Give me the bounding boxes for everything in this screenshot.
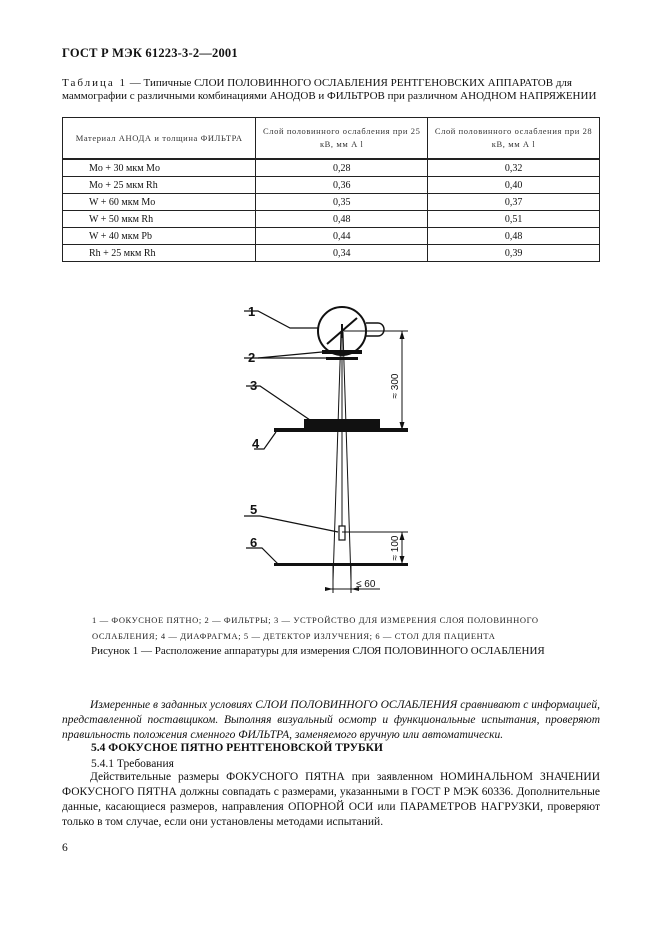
figure-caption: Рисунок 1 — Расположение аппаратуры для измерения СЛОЯ ПОЛОВИННОГО ОСЛАБЛЕНИЯ xyxy=(91,645,545,657)
leader-line-6 xyxy=(246,548,278,564)
table-row xyxy=(63,211,600,228)
leader-line-5 xyxy=(244,516,338,532)
table-caption xyxy=(62,77,602,103)
table-header-row xyxy=(63,118,600,160)
table-cell: 0,35 xyxy=(256,194,428,211)
table-cell: 0,34 xyxy=(256,245,428,262)
table-caption-text: — Типичные СЛОИ ПОЛОВИННОГО ОСЛАБЛЕНИЯ РЕНТГЕНОВСКИХ АППАРАТОВ для маммографии с различными комбинациями АНОДОВ и ФИЛЬТРОВ при различном АНОДНОМ НАПРЯЖЕНИИ xyxy=(62,77,597,102)
table-cell: 0,37 xyxy=(428,194,600,211)
table-cell: 0,36 xyxy=(256,177,428,194)
dimension-label-300: ≈ 300 xyxy=(390,373,401,399)
diaphragm-plate xyxy=(274,428,408,432)
figure-label-2: 2 xyxy=(248,350,256,365)
leader-line-2a xyxy=(244,352,322,358)
figure-label-4: 4 xyxy=(252,436,260,451)
page-number: 6 xyxy=(62,842,68,854)
figure-label-6: 6 xyxy=(250,535,258,550)
table-row xyxy=(63,245,600,262)
body-paragraph: Действительные размеры ФОКУСНОГО ПЯТНА при заявленном НОМИНАЛЬНОМ ЗНАЧЕНИИ ФОКУСНОГО ПЯТНА должны совпадать с размерами, указанными в ГОСТ Р МЭК 60336. Дополнительные данные, касающиеся размеров, направления ОПОРНОЙ ОСИ или ПАРАМЕТРОВ НАГРУЗКИ, проверяют только в том случае, если они установлены методами испытаний. xyxy=(62,771,600,828)
table-cell: Rh + 25 мкм Rh xyxy=(63,245,256,262)
table-header-cell: Слой половинного ослабления при 28 кВ, мм А l xyxy=(428,118,600,160)
figure-label-5: 5 xyxy=(250,502,258,517)
figure-legend: 1 — ФОКУСНОЕ ПЯТНО; 2 — ФИЛЬТРЫ; 3 — УСТРОЙСТВО ДЛЯ ИЗМЕРЕНИЯ СЛОЯ ПОЛОВИННОГО ОСЛАБЛЕНИЯ; 4 — ДИАФРАГМА; 5 — ДЕТЕКТОР ИЗЛУЧЕНИЯ; 6 — СТОЛ ДЛЯ ПАЦИЕНТА xyxy=(92,615,539,641)
table-cell: 0,40 xyxy=(428,177,600,194)
table-cell: Mo + 25 мкм Rh xyxy=(63,177,256,194)
table-cell: 0,39 xyxy=(428,245,600,262)
subsection-title: 5.4.1 Требования xyxy=(91,758,174,770)
hvl-device xyxy=(304,419,380,428)
document-header: ГОСТ Р МЭК 61223-3-2—2001 xyxy=(62,46,238,60)
section-title: 5.4 ФОКУСНОЕ ПЯТНО РЕНТГЕНОВСКОЙ ТРУБКИ xyxy=(91,742,383,754)
figure-label-3: 3 xyxy=(250,378,258,393)
table-row xyxy=(63,194,600,211)
measurement-setup-figure xyxy=(230,296,450,598)
table-header-cell: Материал АНОДА и толщина ФИЛЬТРА xyxy=(63,118,256,160)
dimension-label-100: ≈ 100 xyxy=(390,535,401,561)
table-cell: 0,28 xyxy=(256,159,428,177)
table-caption-prefix: Таблица 1 xyxy=(62,77,128,89)
table-header-cell: Слой половинного ослабления при 25 кВ, мм А l xyxy=(256,118,428,160)
beam-left-edge xyxy=(333,332,341,581)
beam-right-edge xyxy=(343,332,351,581)
table-cell: 0,51 xyxy=(428,211,600,228)
table-cell: 0,44 xyxy=(256,228,428,245)
radiation-detector xyxy=(339,526,345,540)
table-cell: 0,32 xyxy=(428,159,600,177)
table-row xyxy=(63,177,600,194)
table-cell: W + 40 мкм Pb xyxy=(63,228,256,245)
table-cell: 0,48 xyxy=(428,228,600,245)
italic-paragraph: Измеренные в заданных условиях СЛОИ ПОЛОВИННОГО ОСЛАБЛЕНИЯ сравнивают с информацией, представленной поставщиком. Выполняя визуальный осмотр и функциональные испытания, проверяют правильность положения сменного ФИЛЬТРА, заменяемого вручную или автоматически. xyxy=(62,699,600,741)
table-cell: W + 60 мкм Mo xyxy=(63,194,256,211)
table-row xyxy=(63,159,600,177)
table-cell: Mo + 30 мкм Mo xyxy=(63,159,256,177)
table-row xyxy=(63,228,600,245)
patient-table xyxy=(274,563,408,566)
table-cell: 0,48 xyxy=(256,211,428,228)
dimension-label-60: ≤ 60 xyxy=(356,579,376,590)
figure-label-1: 1 xyxy=(248,304,256,319)
hvl-table xyxy=(62,117,600,262)
table-cell: W + 50 мкм Rh xyxy=(63,211,256,228)
